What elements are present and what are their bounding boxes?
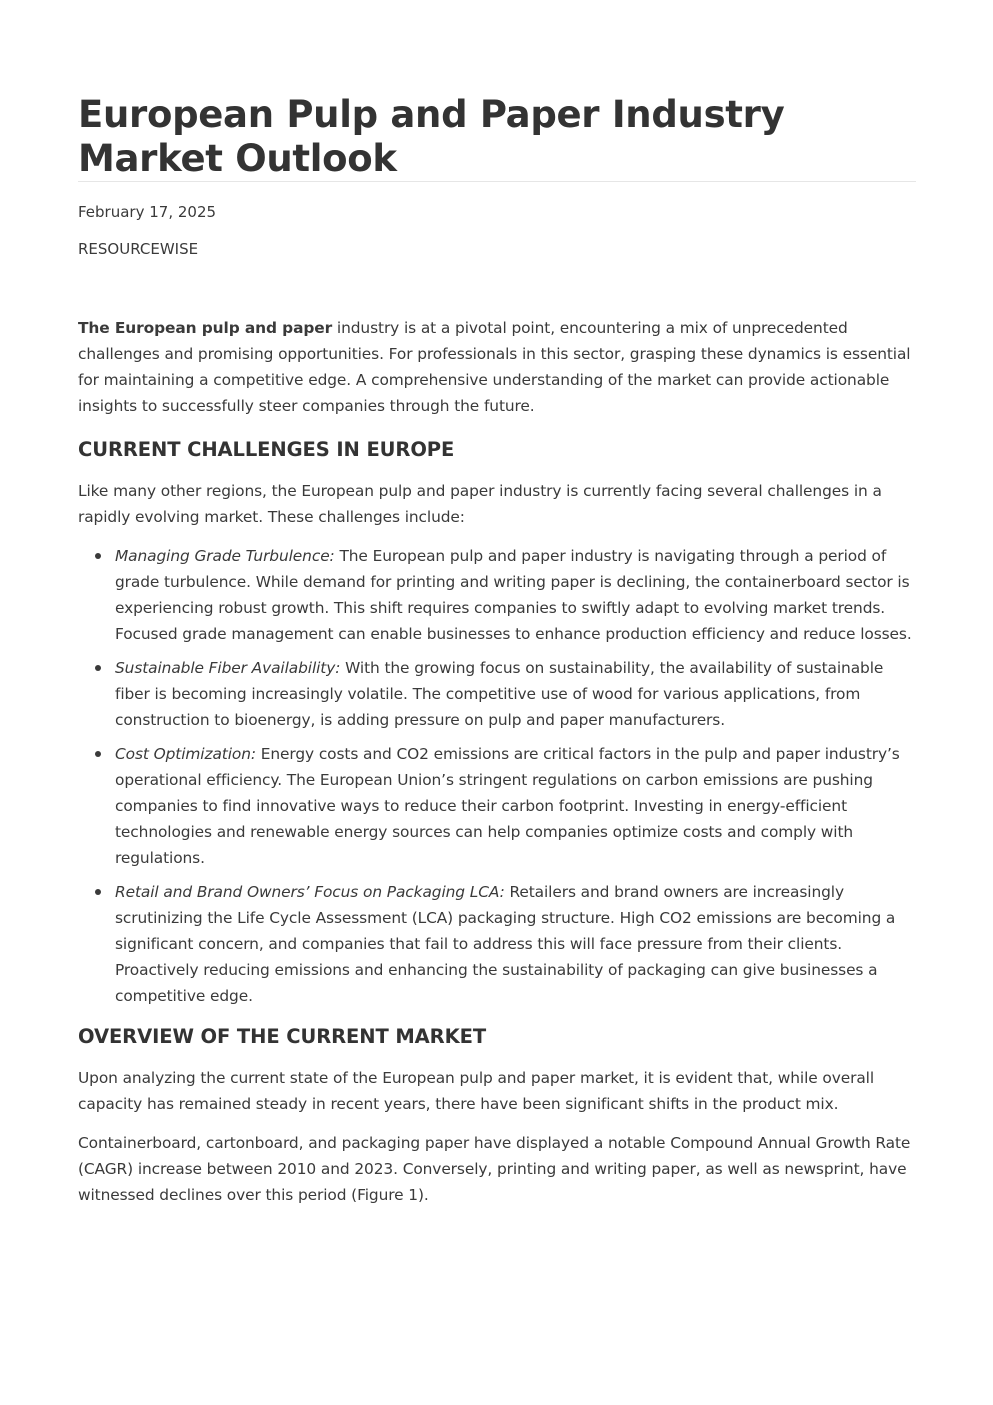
- article-body: [78, 315, 918, 1221]
- list-item-label: Retail and Brand Owners’ Focus on Packaging LCA:: [115, 883, 505, 901]
- market-paragraph: Upon analyzing the current state of the European pulp and paper market, it is evident that, while overall capacity has remained steady in recent years, there have been significant shifts in the product mix.: [78, 1069, 875, 1113]
- bullet-icon: [95, 553, 101, 559]
- intro-lead: The European pulp and paper: [78, 319, 333, 337]
- list-item-label: Managing Grade Turbulence:: [115, 547, 335, 565]
- section-heading-challenges: CURRENT CHALLENGES IN EUROPE: [78, 438, 455, 461]
- bullet-icon: [95, 889, 101, 895]
- author-name: RESOURCEWISE: [78, 240, 199, 258]
- publish-date: February 17, 2025: [78, 203, 217, 221]
- intro-text: industry is at a pivotal point, encountering a mix of unprecedented challenges and promising opportunities. For professionals in this sector, grasping these dynamics is essential for maintaining a competitive edge. A comprehensive understanding of the market can provide actionable insights to successfully steer companies through the future.: [78, 319, 911, 415]
- bullet-icon: [95, 665, 101, 671]
- market-paragraph: Containerboard, cartonboard, and packaging paper have displayed a notable Compound Annual Growth Rate (CAGR) increase between 2010 and 2023. Conversely, printing and writing paper, as well as newsprint, have witnessed declines over this period (Figure 1).: [78, 1134, 911, 1204]
- section-heading-market-overview: OVERVIEW OF THE CURRENT MARKET: [78, 1025, 487, 1048]
- list-item: [115, 655, 918, 733]
- list-item: [115, 741, 918, 871]
- bullet-icon: [95, 751, 101, 757]
- list-item: [115, 543, 918, 647]
- list-item-label: Sustainable Fiber Availability:: [115, 659, 341, 677]
- intro-paragraph: [78, 315, 918, 419]
- list-item: [115, 879, 918, 1009]
- list-item-label: Cost Optimization:: [115, 745, 256, 763]
- list-item-text: Energy costs and CO2 emissions are critical factors in the pulp and paper industry’s operational efficiency. The European Union’s stringent regulations on carbon emissions are pushing companies to find innovative ways to reduce their carbon footprint. Investing in energy-efficient technologies and renewable energy sources can help companies optimize costs and comply with regulations.: [115, 745, 900, 867]
- challenges-paragraph: Like many other regions, the European pulp and paper industry is currently facing several challenges in a rapidly evolving market. These challenges include:: [78, 482, 882, 526]
- challenges-list: [78, 543, 918, 1009]
- list-item-text: The European pulp and paper industry is navigating through a period of grade turbulence. While demand for printing and writing paper is declining, the containerboard sector is experiencing robust growth. This shift requires companies to swiftly adapt to evolving market trends. Focused grade management can enable businesses to enhance production efficiency and reduce losses.: [115, 547, 912, 643]
- page-title: European Pulp and Paper Industry Market Outlook: [78, 93, 785, 180]
- list-item-text: With the growing focus on sustainability, the availability of sustainable fiber is becoming increasingly volatile. The competitive use of wood for various applications, from construction to bioenergy, is adding pressure on pulp and paper manufacturers.: [115, 659, 884, 729]
- list-item-text: Retailers and brand owners are increasingly scrutinizing the Life Cycle Assessment (LCA) packaging structure. High CO2 emissions are becoming a significant concern, and companies that fail to address this will face pressure from their clients. Proactively reducing emissions and enhancing the sustainability of packaging can give businesses a competitive edge.: [115, 883, 896, 1005]
- title-divider: [78, 181, 916, 182]
